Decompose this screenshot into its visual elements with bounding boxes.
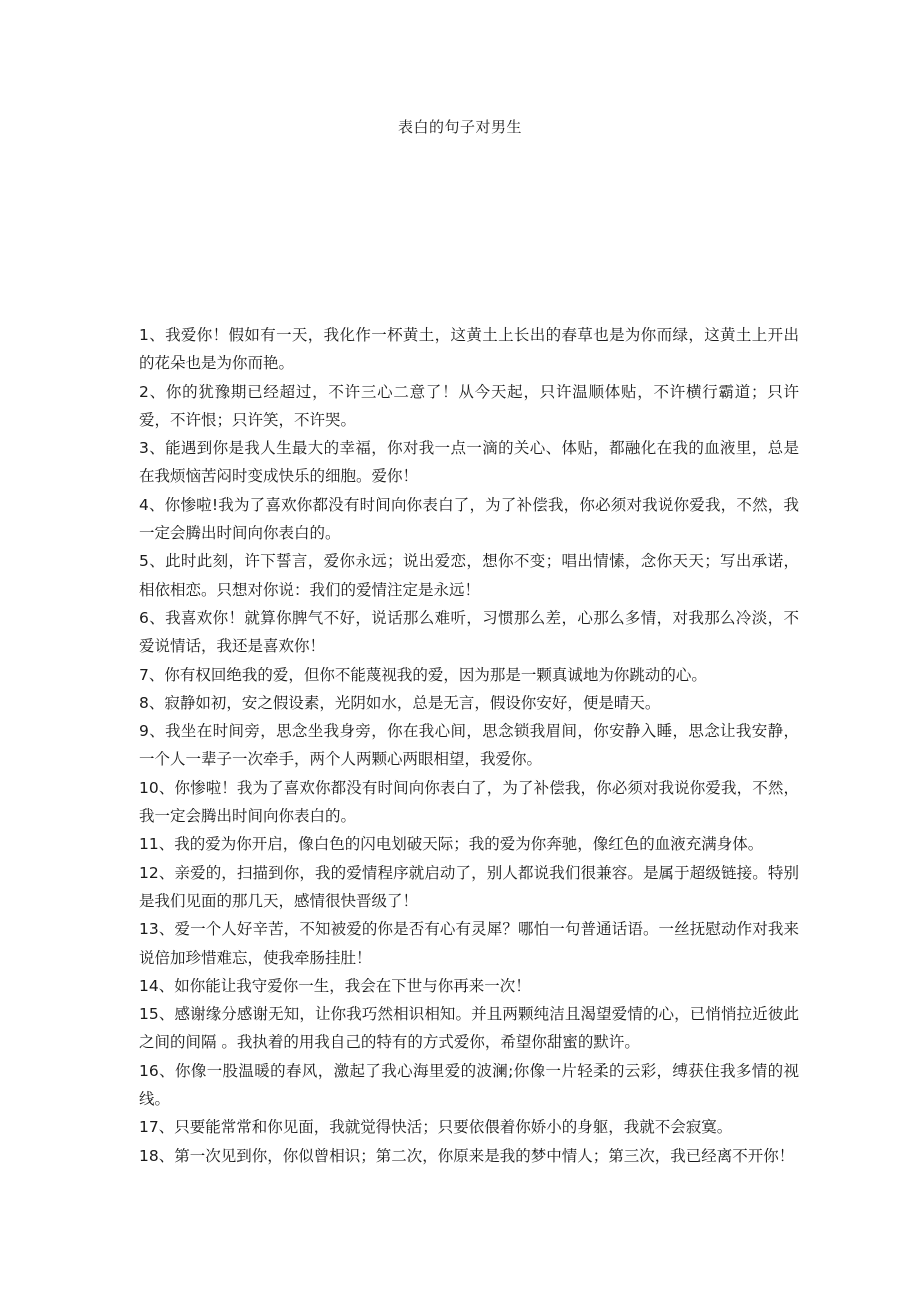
list-item: 9、我坐在时间旁，思念坐我身旁，你在我心间，思念锁我眉间，你安静入睡，思念让我安静，一个人一辈子一次牵手，两个人两颗心两眼相望，我爱你。 [139, 722, 799, 769]
list-item: 11、我的爱为你开启，像白色的闪电划破天际；我的爱为你奔驰，像红色的血液充满身体。 [139, 835, 764, 854]
list-item: 17、只要能常常和你见面，我就觉得快活；只要依偎着你娇小的身躯，我就不会寂寞。 [139, 1118, 733, 1137]
document-title: 表白的句子对男生 [397, 118, 522, 136]
list-item: 13、爱一个人好辛苦，不知被爱的你是否有心有灵犀？哪怕一句普通话语。一丝抚慰动作对我来说倍加珍惜难忘，使我牵肠挂肚！ [139, 920, 799, 967]
list-item: 2、你的犹豫期已经超过，不许三心二意了！从今天起，只许温顺体贴，不许横行霸道；只许爱，不许恨；只许笑，不许哭。 [139, 382, 799, 429]
list-item: 16、你像一股温暖的春风，激起了我心海里爱的波澜;你像一片轻柔的云彩，缚获住我多情的视线。 [139, 1061, 799, 1109]
list-item: 4、你惨啦!我为了喜欢你都没有时间向你表白了，为了补偿我，你必须对我说你爱我，不然，我一定会腾出时间向你表白的。 [139, 495, 799, 543]
list-item: 5、此时此刻，许下誓言，爱你永远；说出爱恋，想你不变；唱出情愫，念你天天；写出承诺，相依相恋。只想对你说：我们的爱情注定是永远！ [139, 552, 799, 599]
list-item: 15、感谢缘分感谢无知，让你我巧然相识相知。并且两颗纯洁且渴望爱情的心，已悄悄拉近彼此之间的间隔 。我执着的用我自己的特有的方式爱你，希望你甜蜜的默许。 [139, 1005, 799, 1052]
list-item: 1、我爱你！假如有一天，我化作一杯黄土，这黄土上长出的春草也是为你而绿，这黄土上开出的花朵也是为你而艳。 [139, 326, 799, 373]
list-item: 6、我喜欢你！就算你脾气不好，说话那么难听，习惯那么差，心那么多情，对我那么冷淡，不爱说情话，我还是喜欢你！ [139, 608, 799, 656]
list-item: 10、你惨啦！我为了喜欢你都没有时间向你表白了，为了补偿我，你必须对我说你爱我，不然，我一定会腾出时间向你表白的。 [139, 778, 799, 826]
list-item: 3、能遇到你是我人生最大的幸福，你对我一点一滴的关心、体贴，都融化在我的血液里，总是在我烦恼苦闷时变成快乐的细胞。爱你！ [139, 439, 799, 486]
list-item: 18、第一次见到你，你似曾相识；第二次，你原来是我的梦中情人；第三次，我已经离不开你！ [139, 1146, 795, 1165]
document-body [139, 321, 799, 1170]
list-item: 7、你有权回绝我的爱，但你不能蔑视我的爱，因为那是一颗真诚地为你跳动的心。 [139, 665, 707, 684]
list-item: 8、寂静如初，安之假设素，光阴如水，总是无言，假设你安好，便是晴天。 [139, 693, 661, 712]
list-item: 14、如你能让我守爱你一生，我会在下世与你再来一次！ [139, 976, 531, 995]
list-item: 12、亲爱的，扫描到你，我的爱情程序就启动了，别人都说我们很兼容。是属于超级链接。特别是我们见面的那几天，感情很快晋级了！ [139, 863, 799, 910]
